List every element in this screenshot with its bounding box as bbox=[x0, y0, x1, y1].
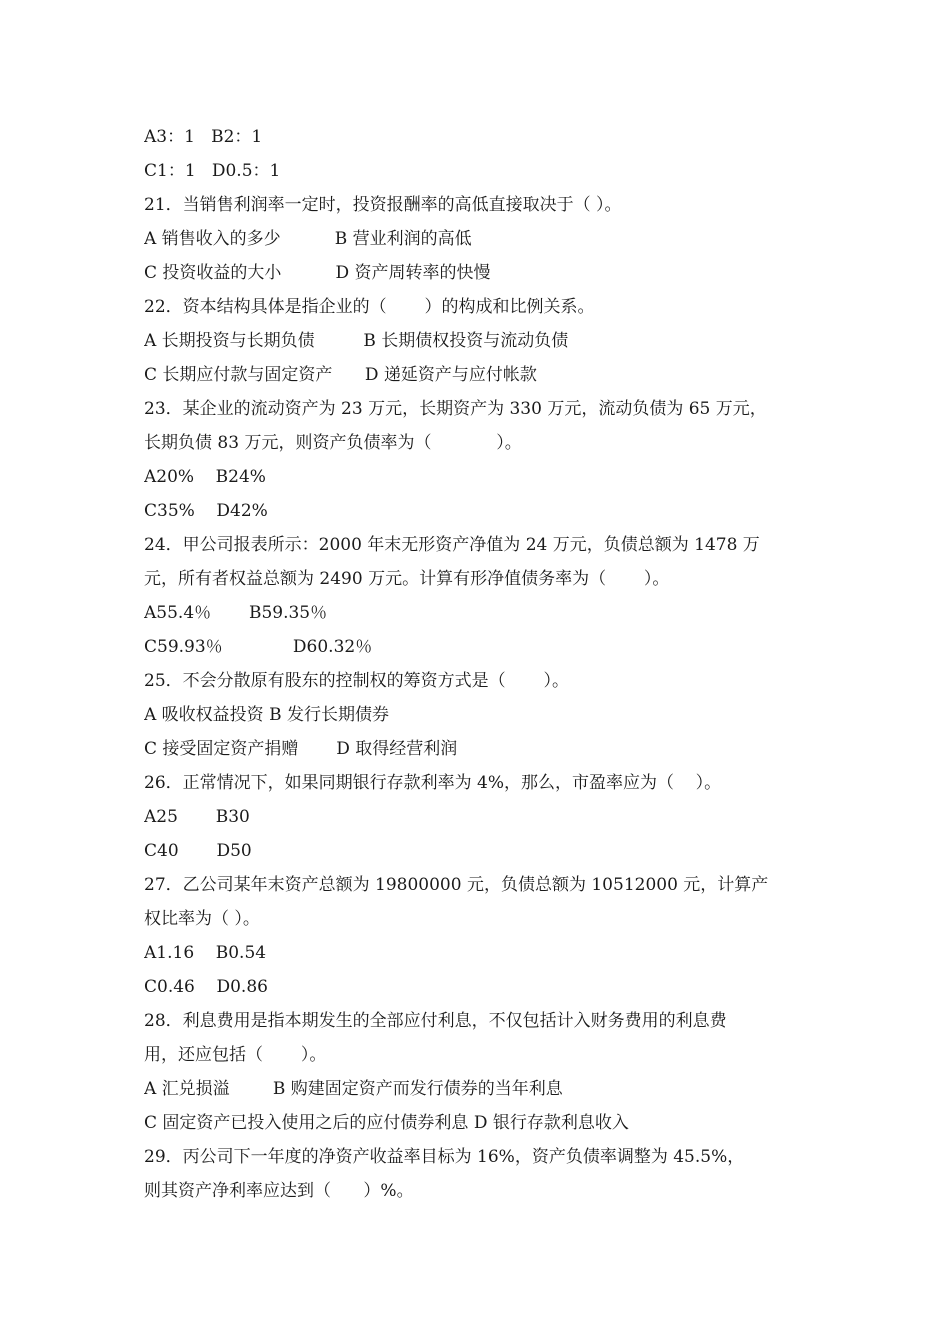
text-line: A25 B30 bbox=[144, 807, 250, 827]
question-26: 26．正常情况下，如果同期银行存款利率为 4%，那么，市盈率应为（ ）。 bbox=[144, 773, 722, 793]
text-line: C1：1 D0.5：1 bbox=[144, 161, 281, 181]
text-line: A1.16 B0.54 bbox=[144, 943, 267, 963]
text-line: C35% D42% bbox=[144, 501, 268, 521]
text-line: C 固定资产已投入使用之后的应付债券利息 D 银行存款利息收入 bbox=[144, 1113, 629, 1133]
text-line: A20% B24% bbox=[144, 467, 266, 487]
text-line: 元，所有者权益总额为 2490 万元。计算有形净值债务率为（ ）。 bbox=[144, 569, 670, 589]
question-21: 21．当销售利润率一定时，投资报酬率的高低直接取决于（ ）。 bbox=[144, 195, 622, 215]
text-line: 权比率为（ ）。 bbox=[144, 909, 260, 929]
question-27: 27．乙公司某年末资产总额为 19800000 元，负债总额为 10512000 元，计算产 bbox=[144, 875, 769, 895]
text-line: C 长期应付款与固定资产 D 递延资产与应付帐款 bbox=[144, 365, 537, 385]
text-line: A 长期投资与长期负债 B 长期债权投资与流动负债 bbox=[144, 331, 569, 351]
text-line: 则其资产净利率应达到（ ）%。 bbox=[144, 1181, 414, 1201]
document-page bbox=[144, 120, 804, 1208]
text-line: C59.93％ D60.32％ bbox=[144, 637, 373, 657]
question-23: 23．某企业的流动资产为 23 万元，长期资产为 330 万元，流动负债为 65 万元， bbox=[144, 399, 767, 419]
text-line: A3：1 B2：1 bbox=[144, 127, 263, 147]
text-line: A55.4％ B59.35％ bbox=[144, 603, 328, 623]
question-29: 29．丙公司下一年度的净资产收益率目标为 16%，资产负债率调整为 45.5%， bbox=[144, 1147, 745, 1167]
text-line: C 投资收益的大小 D 资产周转率的快慢 bbox=[144, 263, 491, 283]
text-line: C0.46 D0.86 bbox=[144, 977, 268, 997]
text-line: 长期负债 83 万元，则资产负债率为（ ）。 bbox=[144, 433, 522, 453]
text-line: 用，还应包括（ ）。 bbox=[144, 1045, 327, 1065]
text-line: C40 D50 bbox=[144, 841, 252, 861]
question-24: 24．甲公司报表所示：2000 年末无形资产净值为 24 万元，负债总额为 1478 万 bbox=[144, 535, 760, 555]
text-line: A 汇兑损溢 B 购建固定资产而发行债券的当年利息 bbox=[144, 1079, 563, 1099]
question-22: 22．资本结构具体是指企业的（ ）的构成和比例关系。 bbox=[144, 297, 595, 317]
text-line: A 销售收入的多少 B 营业利润的高低 bbox=[144, 229, 472, 249]
question-25: 25．不会分散原有股东的控制权的筹资方式是（ ）。 bbox=[144, 671, 569, 691]
question-28: 28．利息费用是指本期发生的全部应付利息，不仅包括计入财务费用的利息费 bbox=[144, 1011, 727, 1031]
text-line: A 吸收权益投资 B 发行长期债券 bbox=[144, 705, 389, 725]
text-line: C 接受固定资产捐赠 D 取得经营利润 bbox=[144, 739, 458, 759]
